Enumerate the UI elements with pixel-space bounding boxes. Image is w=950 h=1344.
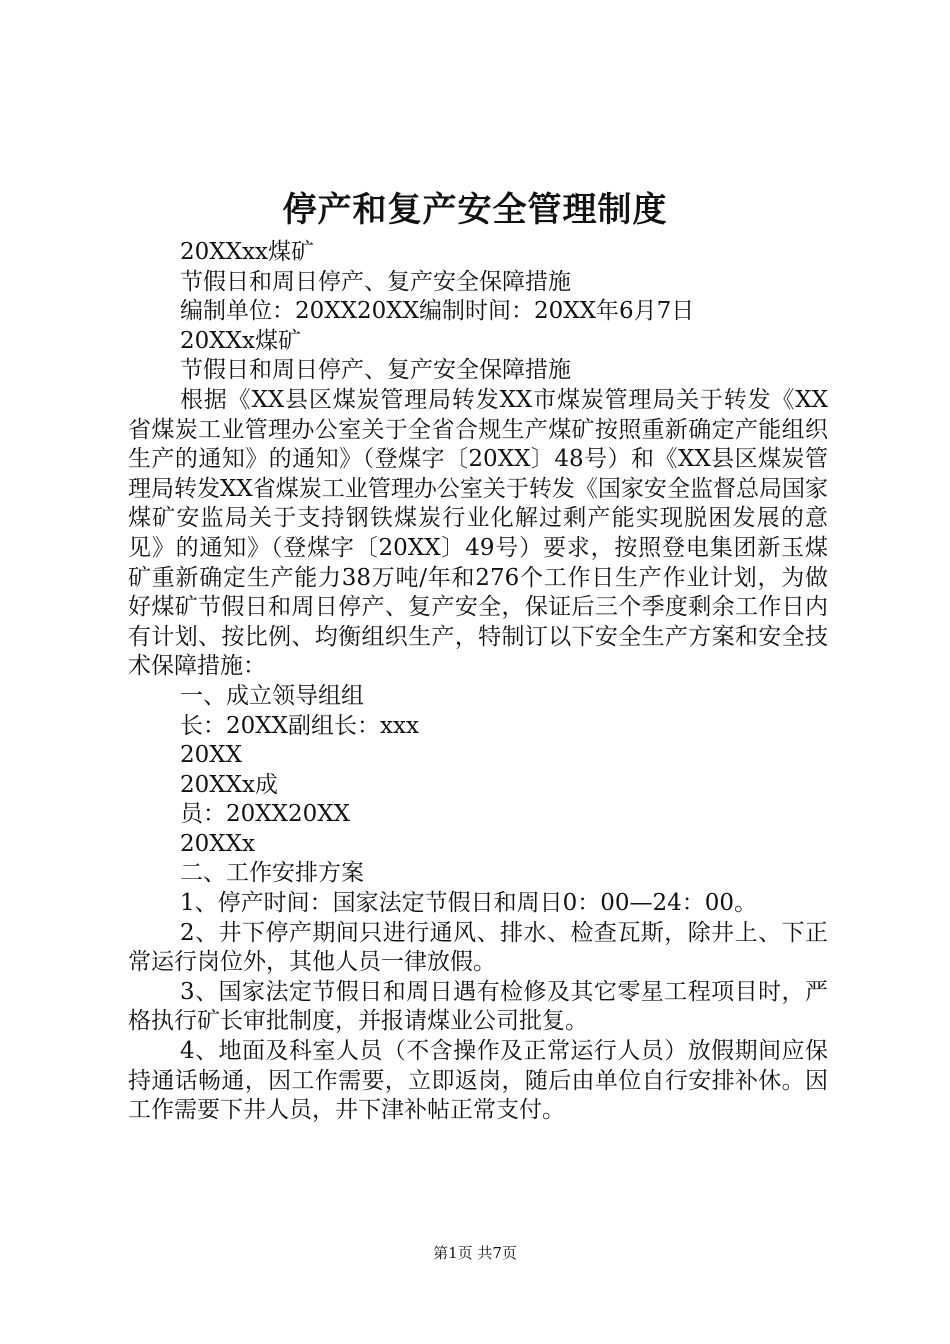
document-body — [128, 238, 828, 1126]
section-heading-work-plan: 二、工作安排方案 — [180, 860, 364, 887]
document-title: 停产和复产安全管理制度 — [282, 190, 668, 230]
leader-line: 20XX — [180, 742, 243, 769]
leader-line: 长：20XX副组长：xxx — [180, 712, 419, 739]
work-plan-item: 4、地面及科室人员（不含操作及正常运行人员）放假期间应保持通话畅通，因工作需要，立即返岗，随后由单位自行安排补休。因工作需要下井人员，井下津补帖正常支付。 — [128, 1038, 828, 1124]
intro-paragraph: 根据《XX县区煤炭管理局转发XX市煤炭管理局关于转发《XX省煤炭工业管理办公室关于全省合规生产煤矿按照重新确定产能组织生产的通知》的通知》（登煤字〔20XX〕48号）和《XX县区煤炭管理局转发XX省煤炭工业管理办公室关于转发《国家安全监督总局国家煤矿安监局关于支持钢铁煤炭行业化解过剩产能实现脱困发展的意见》的通知》（登煤字〔20XX〕49号）要求，按照登电集团新玉煤矿重新确定生产能力38万吨/年和276个工作日生产作业计划，为做好煤矿节假日和周日停产、复产安全，保证后三个季度剩余工作日内有计划、按比例、均衡组织生产，特制订以下安全生产方案和安全技术保障措施： — [128, 386, 828, 680]
leader-line: 员：20XX20XX — [180, 801, 351, 828]
header-line-subject-2: 节假日和周日停产、复产安全保障措施 — [180, 357, 571, 384]
leader-line: 20XXx — [180, 830, 255, 857]
header-line-mine-2: 20XXx煤矿 — [180, 327, 301, 354]
work-plan-item: 2、井下停产期间只进行通风、排水、检查瓦斯，除井上、下正常运行岗位外，其他人员一律放假。 — [128, 919, 828, 976]
section-heading-leadership: 一、成立领导组组 — [180, 682, 364, 709]
header-line-mine: 20XXxx煤矿 — [180, 239, 314, 265]
header-line-compiler: 编制单位：20XX20XX编制时间：20XX年6月7日 — [180, 298, 695, 325]
work-plan-item: 3、国家法定节假日和周日遇有检修及其它零星工程项目时，严格执行矿长审批制度，并报请煤业公司批复。 — [128, 978, 828, 1035]
page-footer: 第1页 共7页 — [433, 1244, 517, 1262]
leader-line: 20XXx成 — [180, 771, 278, 798]
header-line-subject: 节假日和周日停产、复产安全保障措施 — [180, 268, 571, 295]
work-plan-item: 1、停产时间：国家法定节假日和周日0：00—24：00。 — [180, 890, 758, 917]
